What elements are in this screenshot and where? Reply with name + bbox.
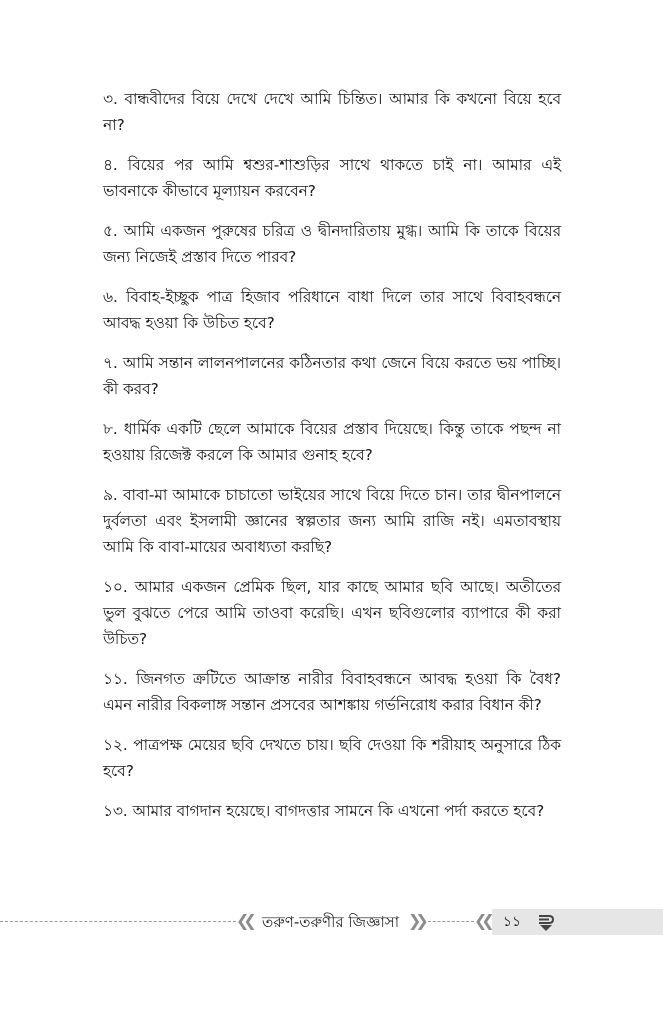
footer-divider-left <box>0 921 236 922</box>
question-item: ১৩. আমার বাগদান হয়েছে। বাগদত্তার সামনে কি এখনো পর্দা করতে হবে? <box>103 802 545 820</box>
book-title: তরুণ-তরুণীর জিজ্ঞাসা <box>262 913 400 931</box>
question-item: ৮. ধার্মিক একটি ছেলে আমাকে বিয়ের প্রস্তাব দিয়েছে। কিন্তু তাকে পছন্দ না হওয়ায় রিজেক্ট করলে কি আমার গুনাহ হবে? <box>103 420 561 464</box>
chevron-left-icon: ❮❮ <box>474 911 489 930</box>
question-item: ১০. আমার একজন প্রেমিক ছিল, যার কাছে আমার ছবি আছে। অতীতের ভুল বুঝতে পেরে আমি তাওবা করেছি। এখন ছবিগুলোর ব্যাপারে কী করা উচিত? <box>103 578 561 648</box>
question-item: ৬. বিবাহ-ইচ্ছুক পাত্র হিজাব পরিধানে বাধা দিলে তার সাথে বিবাহবন্ধনে আবদ্ধ হওয়া কি উচিত হবে? <box>103 288 561 332</box>
question-item: ১১. জিনগত ক্রটিতে আক্রান্ত নারীর বিবাহবন্ধনে আবদ্ধ হওয়া কি বৈধ? এমন নারীর বিকলাঙ্গ সন্তান প্রসবের আশঙ্কায় গর্ভনিরোধ করার বিধান কী? <box>103 670 561 714</box>
ornament-icon <box>536 913 556 933</box>
question-item: ৩. বান্ধবীদের বিয়ে দেখে দেখে আমি চিন্তিত। আমার কি কখনো বিয়ে হবে না? <box>103 90 561 134</box>
question-list <box>103 86 561 838</box>
page-number-band <box>492 909 663 935</box>
question-item: ৯. বাবা-মা আমাকে চাচাতো ভাইয়ের সাথে বিয়ে দিতে চান। তার দ্বীনপালনে দুর্বলতা এবং ইসলামী জ্ঞানের স্বল্পতার জন্য আমি রাজি নই। এমতাবস্থায় আমি কি বাবা-মায়ের অবাধ্যতা করছি? <box>103 486 561 556</box>
question-item: ৭. আমি সন্তান লালনপালনের কঠিনতার কথা জেনে বিয়ে করতে ভয় পাচ্ছি। কী করব? <box>103 354 561 398</box>
question-item: ৫. আমি একজন পুরুষের চরিত্র ও দ্বীনদারিতায় মুগ্ধ। আমি কি তাকে বিয়ের জন্য নিজেই প্রস্তাব দিতে পারব? <box>103 222 562 266</box>
chevron-right-icon: ❯❯ <box>408 911 423 930</box>
page-number: ১১ <box>502 914 522 930</box>
chevron-left-icon: ❮❮ <box>236 911 251 930</box>
footer-divider-middle <box>428 921 474 922</box>
question-item: ১২. পাত্রপক্ষ মেয়ের ছবি দেখতে চায়। ছবি দেওয়া কি শরীয়াহ অনুসারে ঠিক হবে? <box>103 736 561 780</box>
page-footer <box>0 904 663 940</box>
question-item: ৪. বিয়ের পর আমি শ্বশুর-শাশুড়ির সাথে থাকতে চাই না। আমার এই ভাবনাকে কীভাবে মূল্যায়ন করবেন? <box>103 156 561 200</box>
